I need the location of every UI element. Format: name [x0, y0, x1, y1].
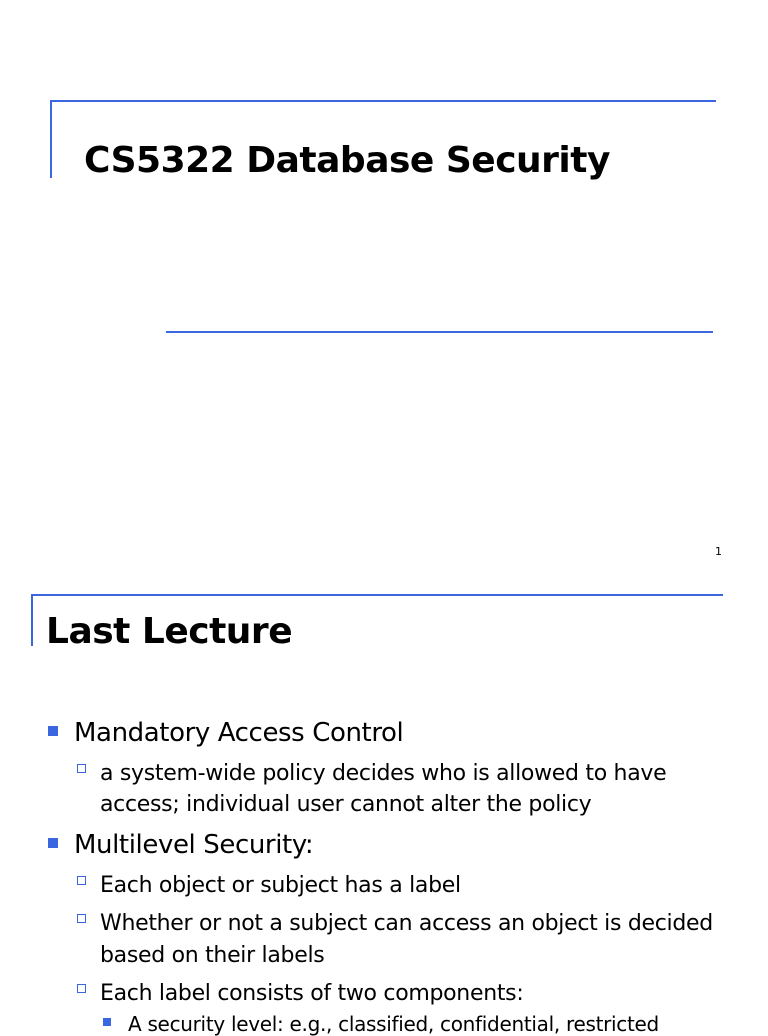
- bullet-square-icon: [48, 838, 58, 848]
- sub-bullet-hollow-square-icon: [77, 876, 86, 885]
- bullet-square-icon: [48, 726, 58, 736]
- sub-bullet-access-decision-line-1: Whether or not a subject can access an object is decided: [100, 911, 713, 936]
- sub-bullet-hollow-square-icon: [77, 914, 86, 923]
- bullet-multilevel-security: Multilevel Security:: [74, 830, 314, 860]
- subtitle-divider-line: [166, 331, 713, 333]
- sub-bullet-label: Each object or subject has a label: [100, 873, 461, 898]
- sub-bullet-hollow-square-icon: [77, 984, 86, 993]
- title-frame-top-line: [50, 100, 716, 102]
- sub-bullet-policy-line-2: access; individual user cannot alter the policy: [100, 792, 592, 817]
- slide-2: [0, 580, 768, 1036]
- sub-bullet-two-components: Each label consists of two components:: [100, 981, 524, 1006]
- bullet-mandatory-access-control: Mandatory Access Control: [74, 718, 404, 748]
- sub-bullet-access-decision-line-2: based on their labels: [100, 943, 325, 968]
- slide-number: 1: [715, 545, 722, 558]
- sub-bullet-hollow-square-icon: [77, 764, 86, 773]
- sub-sub-bullet-square-icon: [103, 1018, 111, 1026]
- title-frame-top-line: [31, 594, 723, 596]
- slide-2-title: Last Lecture: [46, 611, 293, 652]
- slide-1-title: CS5322 Database Security: [84, 140, 610, 181]
- sub-bullet-policy-line-1: a system-wide policy decides who is allowed to have: [100, 761, 667, 786]
- title-frame-left-line: [50, 100, 52, 178]
- sub-sub-bullet-security-level: A security level: e.g., classified, confidential, restricted: [128, 1012, 659, 1036]
- title-frame-left-line: [31, 594, 33, 646]
